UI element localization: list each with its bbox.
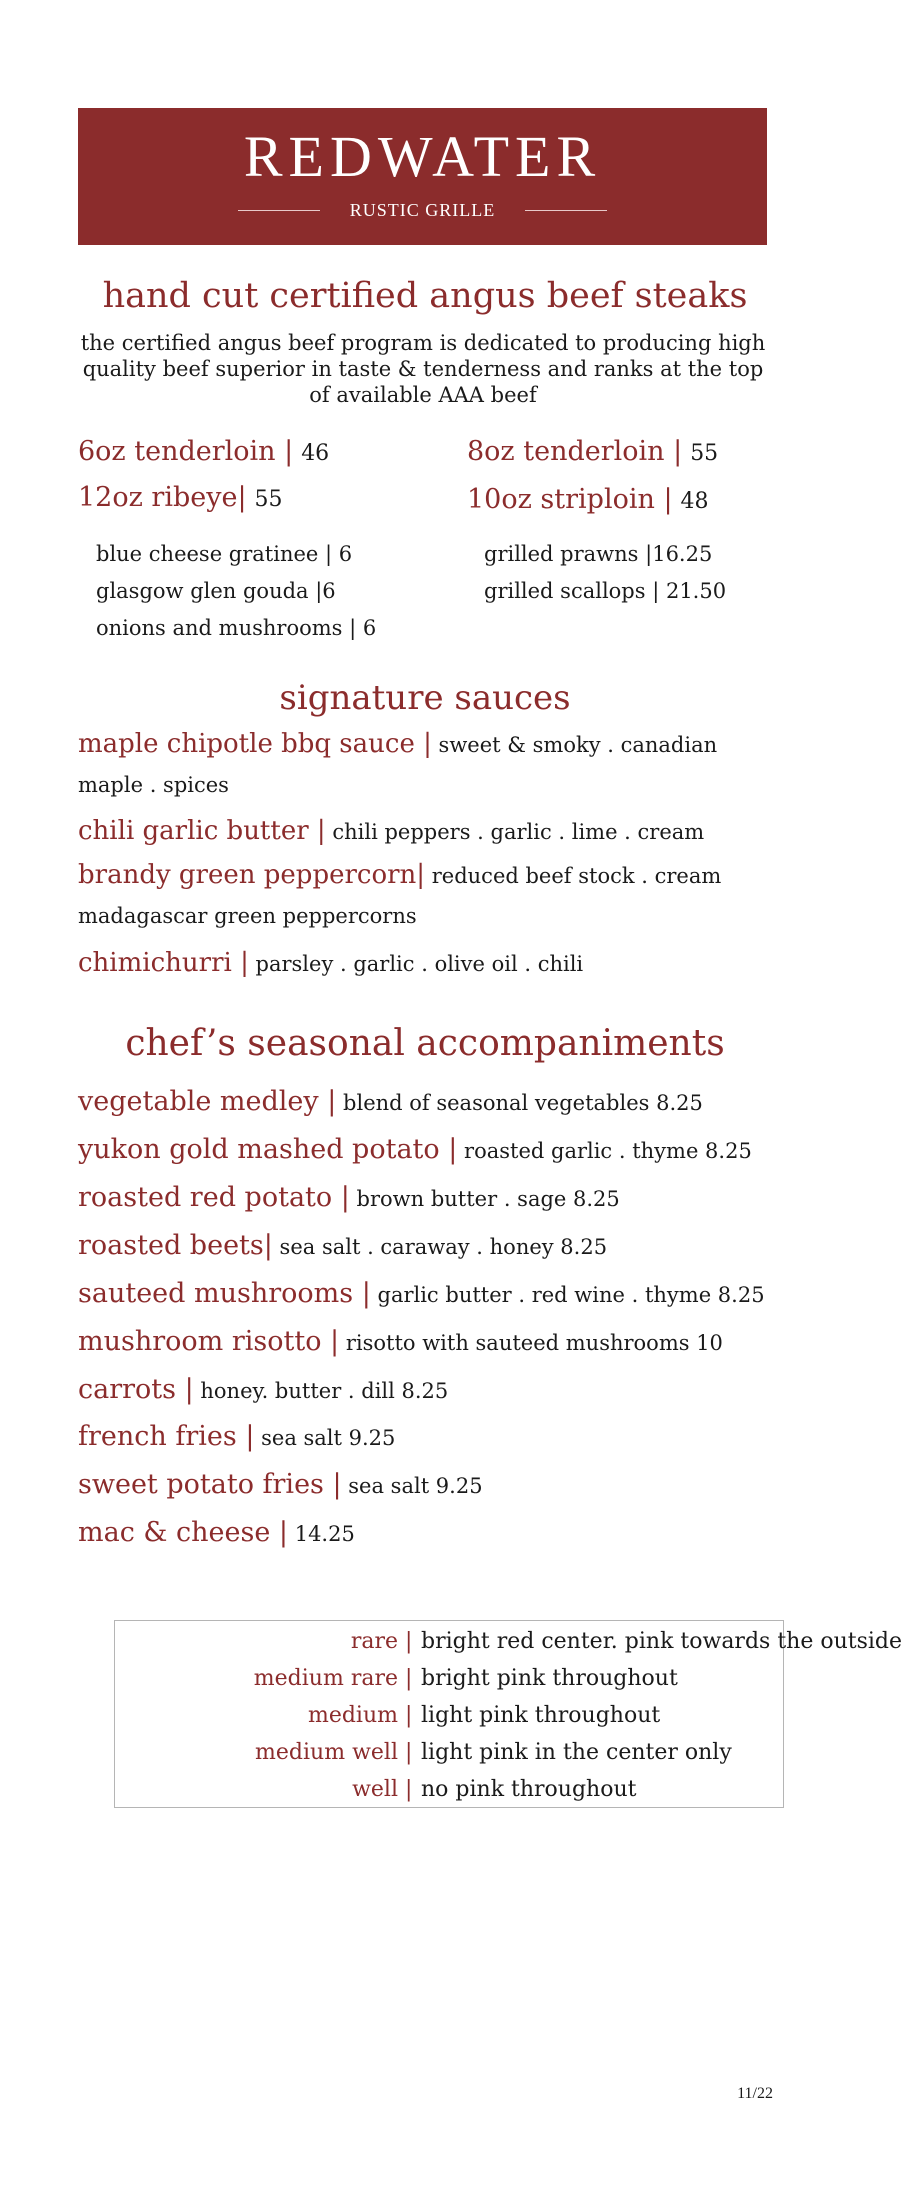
sauces-heading: signature sauces: [279, 678, 571, 718]
steak-item: [78, 438, 329, 465]
accompaniment-name: sauteed mushrooms |: [78, 1278, 371, 1309]
accompaniment-item: [78, 1376, 448, 1403]
accompaniment-description: risotto with sauteed mushrooms 10: [345, 1331, 723, 1355]
accompaniment-description: blend of seasonal vegetables 8.25: [343, 1091, 703, 1115]
accompaniment-description: 14.25: [294, 1522, 355, 1546]
doneness-level: medium rare: [253, 1666, 398, 1691]
accompaniment-name: yukon gold mashed potato |: [78, 1134, 458, 1165]
accompaniments-heading: chef’s seasonal accompaniments: [125, 1023, 725, 1064]
divider-right: [525, 210, 607, 211]
accompaniment-name: mac & cheese |: [78, 1517, 289, 1548]
accompaniment-name: carrots |: [78, 1374, 194, 1405]
sauce-description: reduced beef stock . cream madagascar green peppercorns: [78, 864, 722, 928]
accompaniment-description: brown butter . sage 8.25: [356, 1187, 620, 1211]
sauce-description: parsley . garlic . olive oil . chili: [255, 952, 584, 976]
separator: |: [405, 1703, 413, 1728]
separator: |: [405, 1629, 413, 1654]
separator: |: [405, 1666, 413, 1691]
doneness-description: bright red center. pink towards the outside: [421, 1629, 902, 1654]
doneness-description: no pink throughout: [421, 1777, 637, 1802]
steak-name: 10oz striploin |: [467, 484, 673, 515]
sauce-item: [78, 943, 778, 984]
accompaniment-item: [78, 1280, 765, 1307]
doneness-row: [115, 1697, 783, 1734]
sauce-name: brandy green peppercorn|: [78, 860, 426, 890]
accompaniment-name: roasted red potato |: [78, 1182, 350, 1213]
separator: |: [405, 1777, 413, 1802]
accompaniment-item: [78, 1232, 607, 1259]
doneness-description: light pink throughout: [421, 1703, 661, 1728]
doneness-description: light pink in the center only: [421, 1740, 732, 1765]
separator: |: [405, 1740, 413, 1765]
accompaniment-description: sea salt . caraway . honey 8.25: [279, 1235, 608, 1259]
steaks-description: the certified angus beef program is dedicated to producing high quality beef superior in taste & tenderness and ranks at the top of available AAA beef: [80, 331, 766, 407]
accompaniment-item: [78, 1471, 483, 1498]
addon-item: glasgow glen gouda |6: [96, 579, 336, 603]
doneness-level: rare: [350, 1629, 398, 1654]
addon-item: onions and mushrooms | 6: [96, 616, 377, 640]
steak-price: 55: [690, 441, 719, 466]
accompaniment-description: sea salt 9.25: [261, 1426, 396, 1450]
sauce-name: maple chipotle bbq sauce |: [78, 729, 432, 759]
steak-item: [78, 484, 283, 511]
accompaniment-item: [78, 1088, 703, 1115]
accompaniment-description: sea salt 9.25: [348, 1474, 483, 1498]
doneness-level: medium: [307, 1703, 398, 1728]
brand-name: REDWATER: [243, 124, 602, 189]
doneness-row: [115, 1660, 783, 1697]
steak-item: [467, 438, 718, 465]
doneness-level: medium well: [255, 1740, 398, 1765]
steaks-heading: hand cut certified angus beef steaks: [102, 276, 748, 316]
sauce-item: [78, 811, 778, 852]
menu-version-code: 11/22: [737, 2085, 773, 2102]
steak-name: 12oz ribeye|: [78, 482, 247, 513]
steak-name: 6oz tenderloin |: [78, 436, 294, 467]
accompaniment-description: roasted garlic . thyme 8.25: [464, 1139, 752, 1163]
accompaniment-item: [78, 1519, 355, 1546]
doneness-row: [115, 1734, 783, 1771]
doneness-guide: [114, 1620, 902, 1808]
accompaniment-name: french fries |: [78, 1421, 255, 1452]
brand-tagline-row: [78, 197, 767, 223]
steak-price: 48: [680, 489, 709, 514]
steak-price: 46: [301, 441, 330, 466]
sauce-name: chimichurri |: [78, 948, 249, 978]
doneness-row: [115, 1623, 902, 1660]
sauce-description: chili peppers . garlic . lime . cream: [332, 820, 705, 844]
divider-left: [238, 210, 320, 211]
sauce-description: sweet & smoky . canadian maple . spices: [78, 733, 718, 797]
doneness-level: well: [352, 1777, 398, 1802]
steak-item: [467, 486, 709, 513]
brand-banner: [78, 108, 767, 245]
accompaniment-item: [78, 1184, 620, 1211]
steak-price: 55: [254, 487, 283, 512]
accompaniment-item: [78, 1136, 752, 1163]
addon-item: blue cheese gratinee | 6: [96, 542, 353, 566]
sauce-item: [78, 724, 778, 805]
sauce-name: chili garlic butter |: [78, 816, 326, 846]
sauce-item: [78, 855, 778, 936]
doneness-row: [115, 1771, 783, 1808]
steak-name: 8oz tenderloin |: [467, 436, 683, 467]
accompaniment-description: garlic butter . red wine . thyme 8.25: [377, 1283, 765, 1307]
accompaniment-item: [78, 1328, 723, 1355]
accompaniment-description: honey. butter . dill 8.25: [200, 1379, 449, 1403]
accompaniment-name: roasted beets|: [78, 1230, 273, 1261]
addon-item: grilled prawns |16.25: [484, 542, 713, 566]
doneness-description: bright pink throughout: [421, 1666, 678, 1691]
accompaniment-item: [78, 1423, 395, 1450]
brand-tagline: RUSTIC GRILLE: [349, 199, 496, 220]
accompaniment-name: mushroom risotto |: [78, 1326, 340, 1357]
accompaniment-name: sweet potato fries |: [78, 1469, 342, 1500]
addon-item: grilled scallops | 21.50: [484, 579, 727, 603]
accompaniment-name: vegetable medley |: [78, 1086, 337, 1117]
